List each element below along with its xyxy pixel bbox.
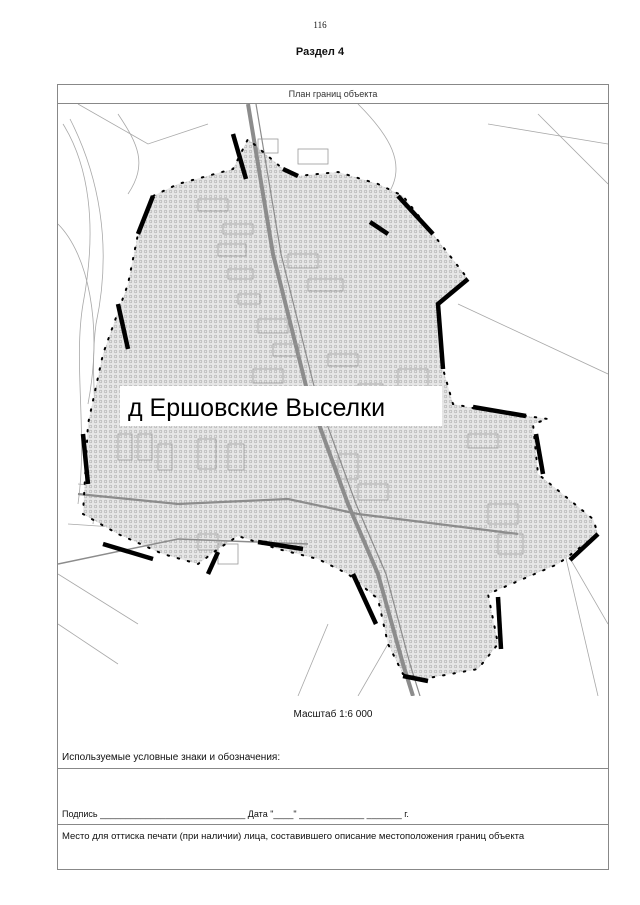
plan-header: План границ объекта — [58, 85, 608, 104]
settlement-label: д Ершовские Выселки — [128, 394, 386, 422]
boundary-map — [58, 104, 608, 696]
section-title: Раздел 4 — [295, 46, 345, 58]
stamp-note: Место для оттиска печати (при наличии) лица, составившего описание местоположения границ объекта — [62, 831, 525, 842]
plan-frame — [57, 84, 609, 870]
map-area — [58, 104, 608, 696]
legend-caption: Используемые условные знаки и обозначения: — [58, 752, 608, 769]
scale-label: Масштаб 1:6 000 — [293, 709, 373, 720]
signature-line: Подпись _____________________________ Дата "____" _____________ _______ г. — [58, 809, 608, 825]
page-number: 116 — [313, 20, 327, 30]
